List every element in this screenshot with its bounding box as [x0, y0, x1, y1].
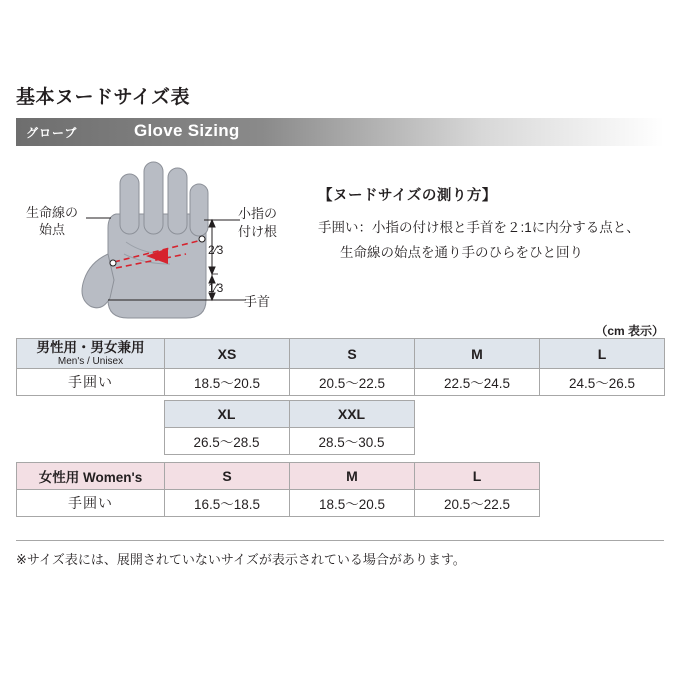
table-row — [17, 490, 665, 517]
category-header-band — [16, 118, 664, 146]
table-row — [17, 369, 665, 396]
page-title: 基本ヌードサイズ表 — [16, 87, 190, 108]
mens-value-m: 22.5～24.5 — [415, 369, 540, 396]
spacer-cell — [539, 401, 664, 428]
womens-size-l: L — [415, 463, 540, 490]
womens-value-l: 20.5～22.5 — [415, 490, 540, 517]
table-row — [17, 339, 665, 369]
mens-row-label: 手囲い — [17, 369, 165, 396]
mens-header-en: Men's / Unisex — [57, 355, 124, 367]
footnote: ※サイズ表には、展開されていないサイズが表示されている場合があります。 — [16, 540, 664, 568]
mens-size-table-extended — [16, 400, 665, 455]
mens-size-table — [16, 338, 665, 396]
mens-value-s: 20.5～22.5 — [290, 369, 415, 396]
womens-size-s: S — [165, 463, 290, 490]
measuring-method-box — [318, 183, 664, 266]
mens-size-xxl: XXL — [289, 401, 414, 428]
label-lifeline: 生命線の 始点 — [25, 205, 78, 237]
mens-value-l: 24.5～26.5 — [540, 369, 665, 396]
spacer-cell — [539, 428, 664, 455]
hand-shape — [82, 162, 208, 318]
spacer-cell — [16, 428, 164, 455]
mens-header-jp: 男性用・男女兼用 — [36, 340, 145, 355]
label-pinky-base: 小指の 付け根 — [238, 206, 278, 239]
table-row — [16, 428, 664, 455]
spacer-cell — [540, 490, 665, 517]
mens-value-xxl: 28.5～30.5 — [289, 428, 414, 455]
category-label-jp: グローブ — [26, 126, 78, 140]
mens-size-s: S — [290, 339, 415, 369]
mens-value-xl: 26.5～28.5 — [164, 428, 289, 455]
measuring-method-line1: 手囲い：小指の付け根と手首を２:1に内分する点と、 — [318, 219, 640, 235]
spacer-cell — [540, 463, 665, 490]
womens-value-m: 18.5～20.5 — [290, 490, 415, 517]
mens-size-xs: XS — [165, 339, 290, 369]
fraction-one-third: 1⁄3 — [208, 281, 224, 295]
mens-size-xl: XL — [164, 401, 289, 428]
spacer-cell — [414, 428, 539, 455]
womens-size-table — [16, 462, 665, 517]
womens-header-cell: 女性用 Women's — [17, 463, 165, 490]
fraction-two-thirds: 2⁄3 — [208, 243, 224, 257]
unit-note: （cm 表示） — [595, 324, 664, 338]
spacer-cell — [16, 401, 164, 428]
category-label-en: Glove Sizing — [134, 121, 240, 140]
label-wrist: 手首 — [244, 294, 271, 309]
mens-size-l: L — [540, 339, 665, 369]
table-row — [17, 463, 665, 490]
womens-value-s: 16.5～18.5 — [165, 490, 290, 517]
table-row — [16, 401, 664, 428]
measuring-method-heading: 【ヌードサイズの測り方】 — [318, 188, 497, 204]
mens-value-xs: 18.5～20.5 — [165, 369, 290, 396]
womens-row-label: 手囲い — [17, 490, 165, 517]
mens-header-cell — [17, 339, 165, 369]
womens-size-m: M — [290, 463, 415, 490]
spacer-cell — [414, 401, 539, 428]
measuring-method-line2: 生命線の始点を通り手のひらをひと回り — [340, 244, 583, 260]
mens-size-m: M — [415, 339, 540, 369]
